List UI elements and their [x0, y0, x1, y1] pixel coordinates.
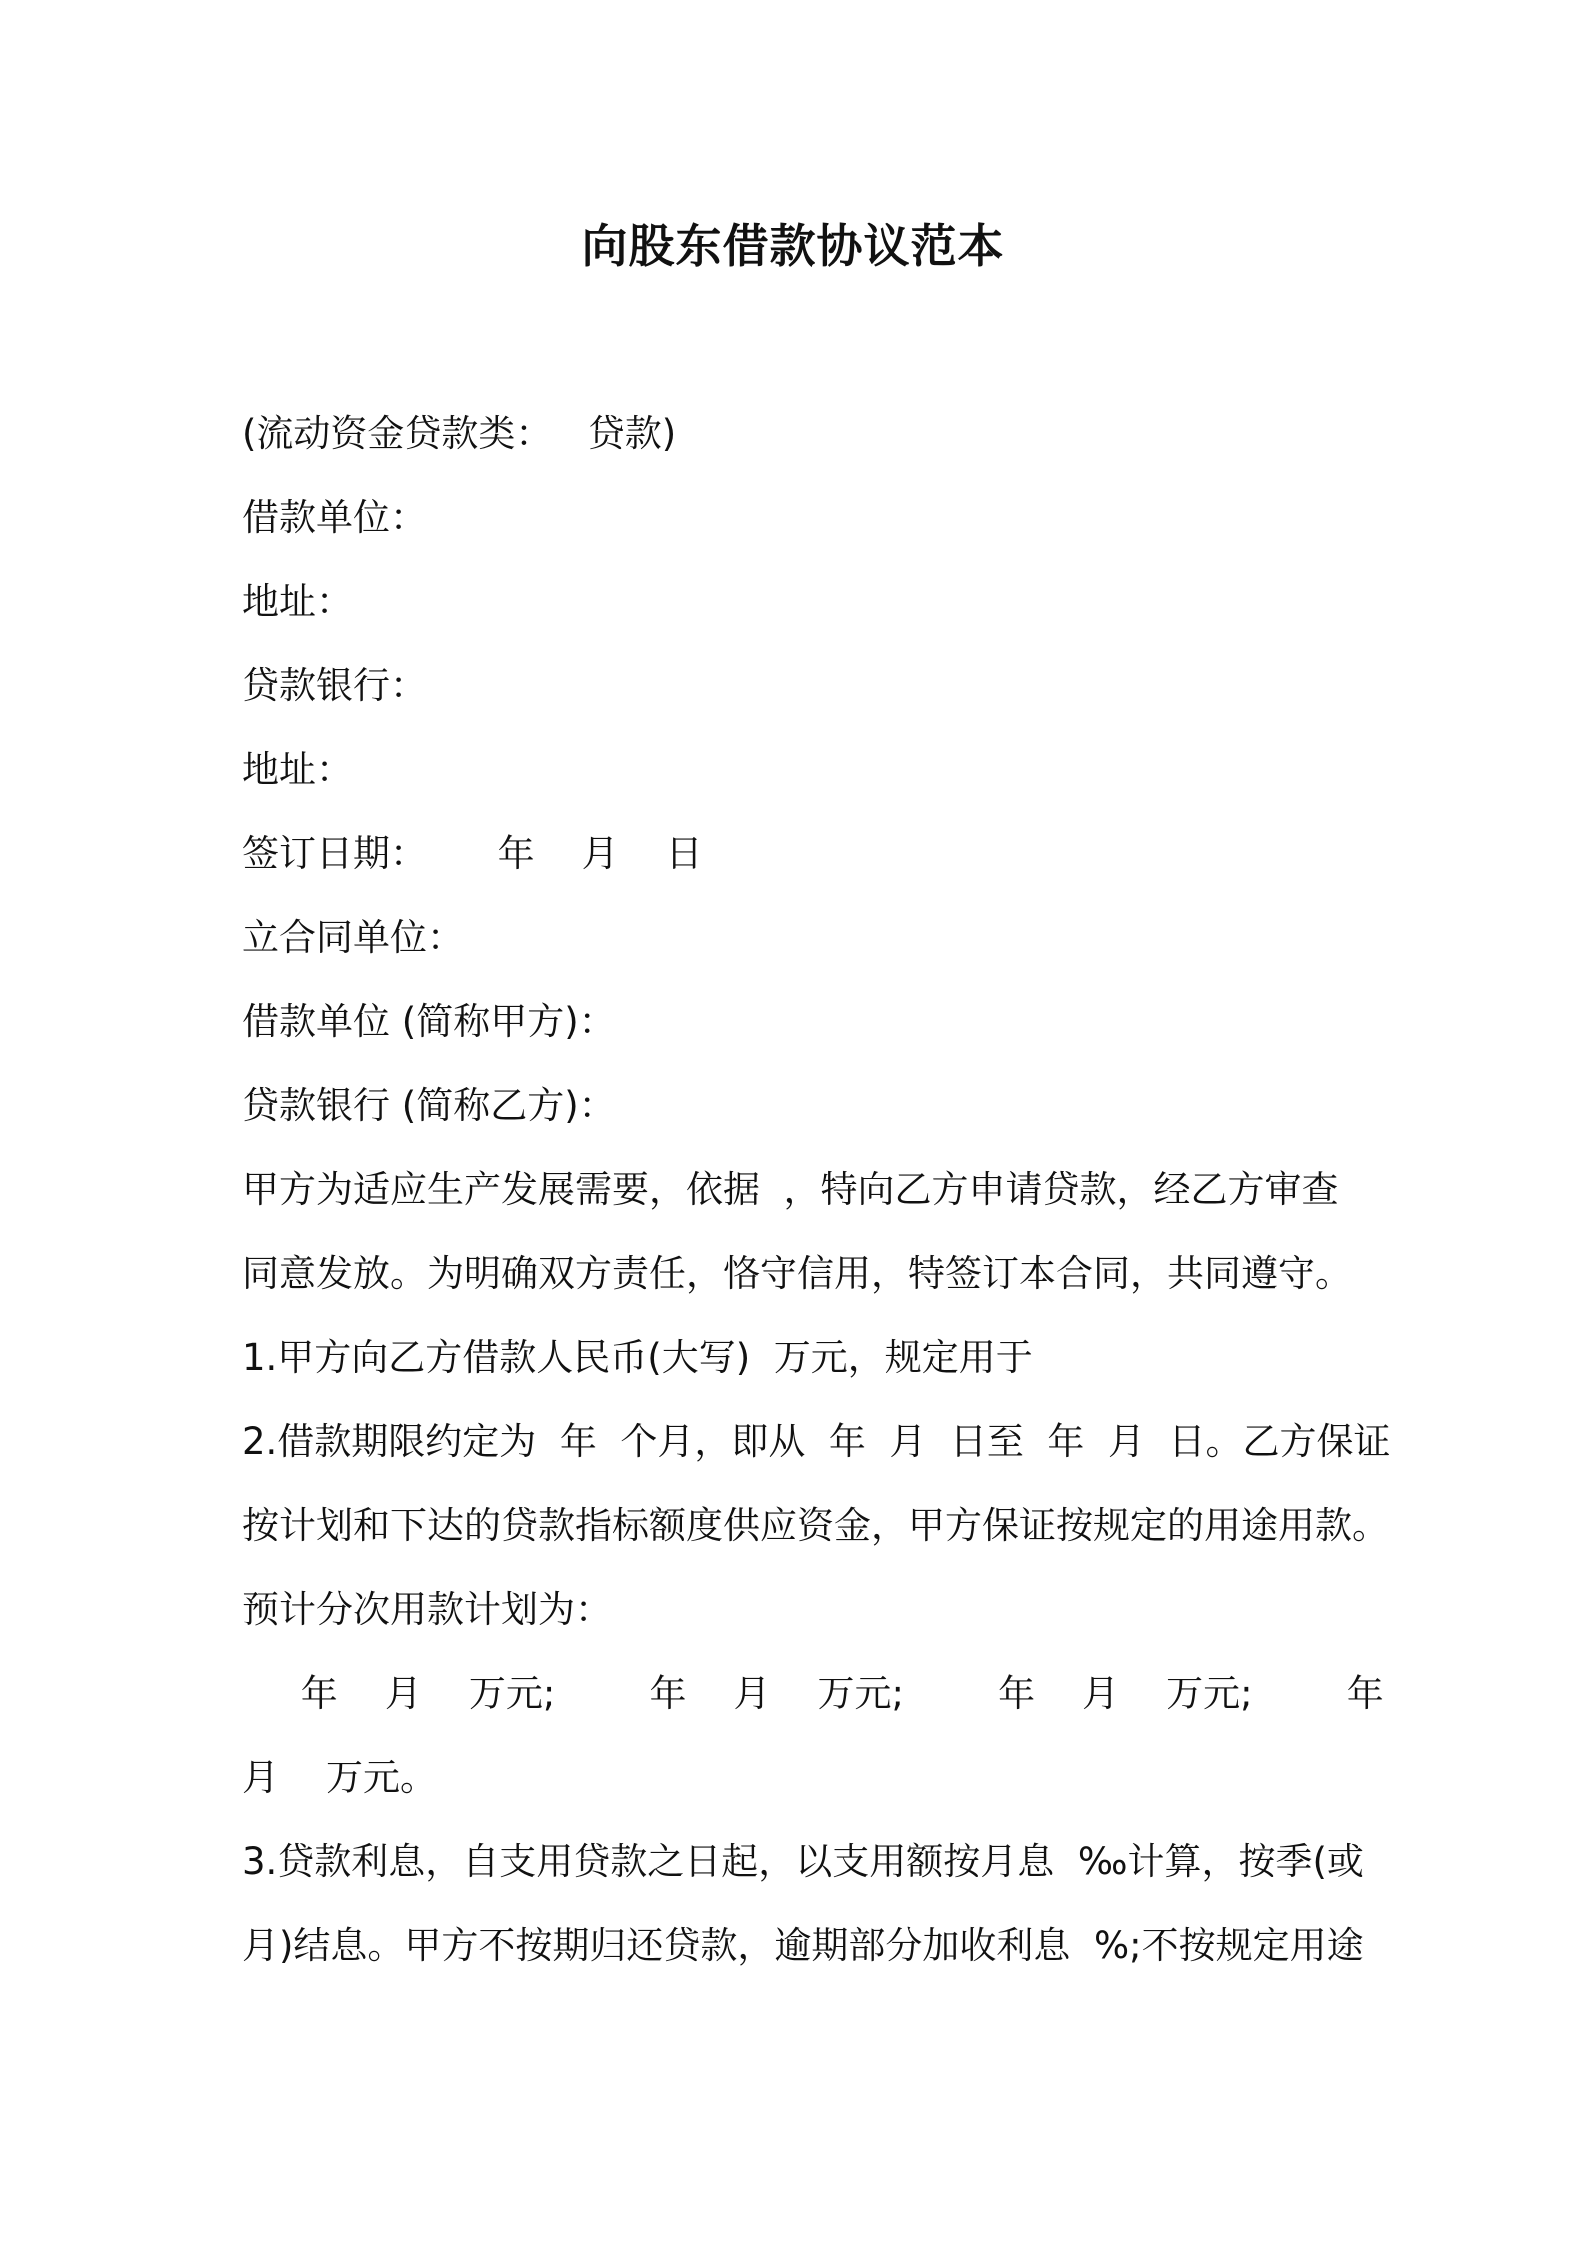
text-line-clause-1: 1.甲方向乙方借款人民币(大写) 万元，规定用于	[242, 1336, 1033, 1379]
text-line-paragraph-1b: 同意发放。为明确双方责任，恪守信用，特签订本合同，共同遵守。	[242, 1252, 1352, 1295]
text-line-borrower-address: 地址：	[242, 580, 353, 623]
text-line-paragraph-1a: 甲方为适应生产发展需要，依据 ，特向乙方申请贷款，经乙方审查	[242, 1168, 1339, 1211]
text-line-lending-bank: 贷款银行：	[242, 664, 427, 707]
text-line-clause-2c: 预计分次用款计划为：	[242, 1588, 612, 1631]
document-title: 向股东借款协议范本	[581, 219, 1005, 273]
text-line-signing-date: 签订日期： 年 月 日	[242, 832, 703, 875]
text-line-clause-2b: 按计划和下达的贷款指标额度供应资金，甲方保证按规定的用途用款。	[242, 1504, 1389, 1547]
text-line-clause-2a: 2.借款期限约定为 年 个月，即从 年 月 日至 年 月 日。乙方保证	[242, 1420, 1391, 1463]
text-line-plan-b: 月 万元。	[242, 1756, 438, 1799]
text-line-contract-parties: 立合同单位：	[242, 916, 464, 959]
text-line-party-a: 借款单位 (简称甲方)：	[242, 1000, 616, 1043]
text-line-clause-3b: 月)结息。甲方不按期归还贷款，逾期部分加收利息 %;不按规定用途	[242, 1924, 1364, 1967]
text-line-plan-a: 年 月 万元; 年 月 万元; 年 月 万元; 年	[242, 1672, 1384, 1715]
text-line-loan-type: (流动资金贷款类： 贷款)	[242, 412, 677, 455]
text-line-bank-address: 地址：	[242, 748, 353, 791]
text-line-clause-3a: 3.贷款利息，自支用贷款之日起，以支用额按月息 ‰计算，按季(或	[242, 1840, 1364, 1883]
text-line-borrower: 借款单位：	[242, 496, 427, 539]
text-line-party-b: 贷款银行 (简称乙方)：	[242, 1084, 616, 1127]
